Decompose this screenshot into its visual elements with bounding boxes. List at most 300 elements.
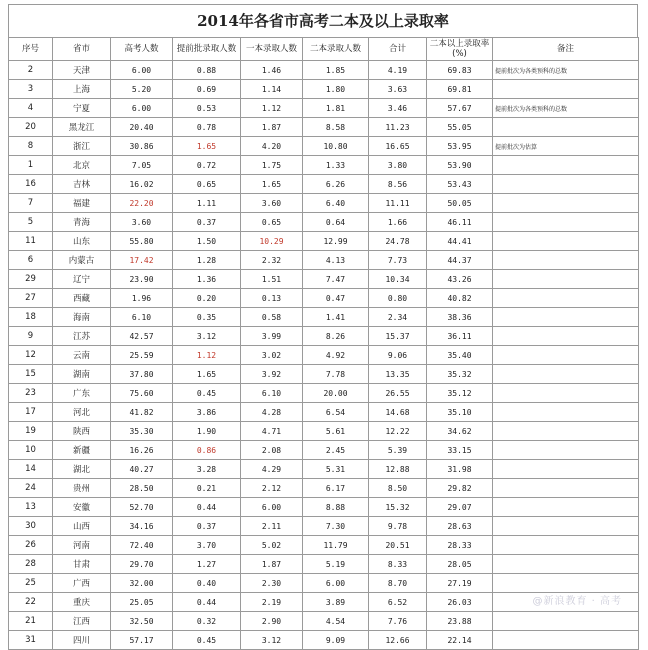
table-cell: 55.80 bbox=[111, 232, 173, 251]
table-cell: 12.22 bbox=[369, 422, 427, 441]
table-cell: 云南 bbox=[53, 346, 111, 365]
table-cell: 69.83 bbox=[427, 61, 493, 80]
table-row bbox=[9, 536, 639, 555]
table-cell: 6.00 bbox=[111, 99, 173, 118]
table-cell: 浙江 bbox=[53, 137, 111, 156]
table-cell: 27.19 bbox=[427, 574, 493, 593]
table-cell: 0.53 bbox=[173, 99, 241, 118]
table-cell: 1.33 bbox=[303, 156, 369, 175]
table-cell: 16.65 bbox=[369, 137, 427, 156]
table-cell: 3.92 bbox=[241, 365, 303, 384]
note-cell bbox=[493, 213, 639, 232]
table-cell: 44.37 bbox=[427, 251, 493, 270]
table-cell: 1.65 bbox=[241, 175, 303, 194]
table-cell: 16 bbox=[9, 175, 53, 194]
table-row bbox=[9, 422, 639, 441]
table-cell: 1.12 bbox=[241, 99, 303, 118]
table-cell: 1 bbox=[9, 156, 53, 175]
note-cell bbox=[493, 194, 639, 213]
table-cell: 1.46 bbox=[241, 61, 303, 80]
table-cell: 3.28 bbox=[173, 460, 241, 479]
table-cell: 安徽 bbox=[53, 498, 111, 517]
table-cell: 1.90 bbox=[173, 422, 241, 441]
table-cell: 3.12 bbox=[173, 327, 241, 346]
table-cell: 10 bbox=[9, 441, 53, 460]
table-cell: 9.09 bbox=[303, 631, 369, 650]
table-cell: 0.13 bbox=[241, 289, 303, 308]
table-cell: 1.96 bbox=[111, 289, 173, 308]
table-cell: 5 bbox=[9, 213, 53, 232]
table-row bbox=[9, 289, 639, 308]
table-cell: 10.80 bbox=[303, 137, 369, 156]
table-cell: 8.58 bbox=[303, 118, 369, 137]
table-cell: 9.06 bbox=[369, 346, 427, 365]
table-cell: 4.54 bbox=[303, 612, 369, 631]
table-cell: 3.02 bbox=[241, 346, 303, 365]
header-cell: 二本录取人数 bbox=[303, 38, 369, 61]
table-row bbox=[9, 118, 639, 137]
table-cell: 50.05 bbox=[427, 194, 493, 213]
note-cell bbox=[493, 365, 639, 384]
table-cell: 30.86 bbox=[111, 137, 173, 156]
table-cell: 广西 bbox=[53, 574, 111, 593]
table-row bbox=[9, 479, 639, 498]
note-cell bbox=[493, 270, 639, 289]
table-cell: 8.56 bbox=[369, 175, 427, 194]
table-cell: 黑龙江 bbox=[53, 118, 111, 137]
table-cell: 15 bbox=[9, 365, 53, 384]
table-cell: 7 bbox=[9, 194, 53, 213]
table-cell: 25 bbox=[9, 574, 53, 593]
table-cell: 重庆 bbox=[53, 593, 111, 612]
note-cell bbox=[493, 156, 639, 175]
table-cell: 8 bbox=[9, 137, 53, 156]
admission-rate-table bbox=[8, 37, 639, 650]
table-cell: 41.82 bbox=[111, 403, 173, 422]
table-cell: 6.00 bbox=[241, 498, 303, 517]
table-cell: 29.70 bbox=[111, 555, 173, 574]
table-cell: 11 bbox=[9, 232, 53, 251]
table-row bbox=[9, 137, 639, 156]
table-cell: 31.98 bbox=[427, 460, 493, 479]
table-cell: 2.11 bbox=[241, 517, 303, 536]
note-cell bbox=[493, 498, 639, 517]
table-cell: 35.30 bbox=[111, 422, 173, 441]
table-cell: 57.67 bbox=[427, 99, 493, 118]
table-cell: 35.10 bbox=[427, 403, 493, 422]
table-cell: 湖北 bbox=[53, 460, 111, 479]
note-cell bbox=[493, 517, 639, 536]
note-cell bbox=[493, 346, 639, 365]
header-cell: 合计 bbox=[369, 38, 427, 61]
table-cell: 40.82 bbox=[427, 289, 493, 308]
table-cell: 5.20 bbox=[111, 80, 173, 99]
table-cell: 55.05 bbox=[427, 118, 493, 137]
table-cell: 1.75 bbox=[241, 156, 303, 175]
table-cell: 0.88 bbox=[173, 61, 241, 80]
table-cell: 4.28 bbox=[241, 403, 303, 422]
table-cell: 26.03 bbox=[427, 593, 493, 612]
table-cell: 1.66 bbox=[369, 213, 427, 232]
table-row bbox=[9, 213, 639, 232]
table-cell: 2.19 bbox=[241, 593, 303, 612]
table-cell: 1.11 bbox=[173, 194, 241, 213]
table-cell: 4.92 bbox=[303, 346, 369, 365]
table-cell: 44.41 bbox=[427, 232, 493, 251]
table-cell: 1.14 bbox=[241, 80, 303, 99]
table-cell: 3.46 bbox=[369, 99, 427, 118]
table-cell: 广东 bbox=[53, 384, 111, 403]
table-cell: 1.85 bbox=[303, 61, 369, 80]
table-cell: 0.86 bbox=[173, 441, 241, 460]
table-cell: 辽宁 bbox=[53, 270, 111, 289]
table-cell: 1.12 bbox=[173, 346, 241, 365]
table-cell: 河北 bbox=[53, 403, 111, 422]
table-cell: 0.45 bbox=[173, 631, 241, 650]
table-cell: 0.40 bbox=[173, 574, 241, 593]
table-cell: 6.52 bbox=[369, 593, 427, 612]
note-cell bbox=[493, 612, 639, 631]
table-row bbox=[9, 308, 639, 327]
table-cell: 河南 bbox=[53, 536, 111, 555]
table-cell: 34.62 bbox=[427, 422, 493, 441]
note-cell bbox=[493, 479, 639, 498]
table-cell: 6.00 bbox=[303, 574, 369, 593]
sheet-title: 2014年各省市高考二本及以上录取率 bbox=[8, 4, 638, 37]
table-cell: 75.60 bbox=[111, 384, 173, 403]
table-cell: 24 bbox=[9, 479, 53, 498]
table-row bbox=[9, 194, 639, 213]
table-cell: 2.32 bbox=[241, 251, 303, 270]
table-cell: 0.44 bbox=[173, 498, 241, 517]
table-cell: 22.20 bbox=[111, 194, 173, 213]
table-cell: 34.16 bbox=[111, 517, 173, 536]
spreadsheet bbox=[8, 4, 638, 650]
table-cell: 青海 bbox=[53, 213, 111, 232]
table-cell: 12 bbox=[9, 346, 53, 365]
table-cell: 8.26 bbox=[303, 327, 369, 346]
table-cell: 6.00 bbox=[111, 61, 173, 80]
table-cell: 8.33 bbox=[369, 555, 427, 574]
table-cell: 11.23 bbox=[369, 118, 427, 137]
table-row bbox=[9, 384, 639, 403]
note-cell: 提前批次为估算 bbox=[493, 137, 639, 156]
table-cell: 3.99 bbox=[241, 327, 303, 346]
table-cell: 0.72 bbox=[173, 156, 241, 175]
table-cell: 3.70 bbox=[173, 536, 241, 555]
table-cell: 12.99 bbox=[303, 232, 369, 251]
table-row bbox=[9, 270, 639, 289]
table-row bbox=[9, 80, 639, 99]
table-cell: 35.40 bbox=[427, 346, 493, 365]
table-cell: 17 bbox=[9, 403, 53, 422]
note-cell bbox=[493, 441, 639, 460]
table-cell: 0.64 bbox=[303, 213, 369, 232]
table-cell: 8.50 bbox=[369, 479, 427, 498]
table-row bbox=[9, 327, 639, 346]
table-cell: 29.82 bbox=[427, 479, 493, 498]
table-cell: 4.29 bbox=[241, 460, 303, 479]
table-cell: 22.14 bbox=[427, 631, 493, 650]
table-cell: 9.78 bbox=[369, 517, 427, 536]
table-cell: 10.34 bbox=[369, 270, 427, 289]
header-cell: 一本录取人数 bbox=[241, 38, 303, 61]
table-cell: 宁夏 bbox=[53, 99, 111, 118]
table-cell: 5.31 bbox=[303, 460, 369, 479]
table-cell: 72.40 bbox=[111, 536, 173, 555]
table-cell: 1.65 bbox=[173, 137, 241, 156]
table-cell: 16.02 bbox=[111, 175, 173, 194]
table-cell: 3.60 bbox=[111, 213, 173, 232]
table-cell: 3.89 bbox=[303, 593, 369, 612]
table-cell: 0.21 bbox=[173, 479, 241, 498]
table-cell: 3.80 bbox=[369, 156, 427, 175]
table-cell: 7.76 bbox=[369, 612, 427, 631]
table-cell: 2.45 bbox=[303, 441, 369, 460]
table-row bbox=[9, 517, 639, 536]
table-row bbox=[9, 403, 639, 422]
note-cell bbox=[493, 327, 639, 346]
table-cell: 25.05 bbox=[111, 593, 173, 612]
table-cell: 1.65 bbox=[173, 365, 241, 384]
table-cell: 1.80 bbox=[303, 80, 369, 99]
note-cell bbox=[493, 574, 639, 593]
table-cell: 25.59 bbox=[111, 346, 173, 365]
table-cell: 15.32 bbox=[369, 498, 427, 517]
table-cell: 17.42 bbox=[111, 251, 173, 270]
note-cell: 提前批次为各类预科的总数 bbox=[493, 99, 639, 118]
table-cell: 14.68 bbox=[369, 403, 427, 422]
note-cell bbox=[493, 536, 639, 555]
table-cell: 35.12 bbox=[427, 384, 493, 403]
table-cell: 20 bbox=[9, 118, 53, 137]
table-cell: 吉林 bbox=[53, 175, 111, 194]
table-cell: 43.26 bbox=[427, 270, 493, 289]
table-cell: 2.90 bbox=[241, 612, 303, 631]
table-cell: 15.37 bbox=[369, 327, 427, 346]
table-cell: 1.28 bbox=[173, 251, 241, 270]
table-cell: 0.58 bbox=[241, 308, 303, 327]
table-cell: 8.70 bbox=[369, 574, 427, 593]
note-cell bbox=[493, 175, 639, 194]
table-cell: 19 bbox=[9, 422, 53, 441]
table-cell: 31 bbox=[9, 631, 53, 650]
table-cell: 2.08 bbox=[241, 441, 303, 460]
table-cell: 46.11 bbox=[427, 213, 493, 232]
table-cell: 69.81 bbox=[427, 80, 493, 99]
table-cell: 1.27 bbox=[173, 555, 241, 574]
table-cell: 2 bbox=[9, 61, 53, 80]
note-cell bbox=[493, 631, 639, 650]
table-cell: 山西 bbox=[53, 517, 111, 536]
header-row bbox=[9, 38, 639, 61]
note-cell bbox=[493, 289, 639, 308]
table-cell: 4.19 bbox=[369, 61, 427, 80]
table-cell: 5.02 bbox=[241, 536, 303, 555]
table-cell: 53.43 bbox=[427, 175, 493, 194]
header-cell: 高考人数 bbox=[111, 38, 173, 61]
table-row bbox=[9, 612, 639, 631]
table-row bbox=[9, 156, 639, 175]
note-cell bbox=[493, 555, 639, 574]
note-cell bbox=[493, 460, 639, 479]
table-cell: 0.37 bbox=[173, 213, 241, 232]
table-cell: 40.27 bbox=[111, 460, 173, 479]
table-cell: 1.81 bbox=[303, 99, 369, 118]
table-cell: 1.36 bbox=[173, 270, 241, 289]
table-cell: 6.40 bbox=[303, 194, 369, 213]
table-cell: 7.78 bbox=[303, 365, 369, 384]
table-cell: 3.63 bbox=[369, 80, 427, 99]
note-cell bbox=[493, 232, 639, 251]
note-cell bbox=[493, 118, 639, 137]
table-cell: 28 bbox=[9, 555, 53, 574]
table-cell: 14 bbox=[9, 460, 53, 479]
table-cell: 江苏 bbox=[53, 327, 111, 346]
table-row bbox=[9, 232, 639, 251]
table-cell: 28.33 bbox=[427, 536, 493, 555]
table-cell: 0.45 bbox=[173, 384, 241, 403]
table-cell: 9 bbox=[9, 327, 53, 346]
table-cell: 18 bbox=[9, 308, 53, 327]
table-cell: 10.29 bbox=[241, 232, 303, 251]
table-cell: 6.10 bbox=[111, 308, 173, 327]
table-cell: 0.69 bbox=[173, 80, 241, 99]
table-cell: 11.11 bbox=[369, 194, 427, 213]
table-cell: 38.36 bbox=[427, 308, 493, 327]
table-cell: 53.95 bbox=[427, 137, 493, 156]
note-cell: 提前批次为各类预科的总数 bbox=[493, 61, 639, 80]
table-cell: 0.37 bbox=[173, 517, 241, 536]
table-row bbox=[9, 251, 639, 270]
table-cell: 36.11 bbox=[427, 327, 493, 346]
table-cell: 山东 bbox=[53, 232, 111, 251]
table-cell: 新疆 bbox=[53, 441, 111, 460]
table-cell: 3.60 bbox=[241, 194, 303, 213]
table-cell: 西藏 bbox=[53, 289, 111, 308]
table-cell: 海南 bbox=[53, 308, 111, 327]
table-cell: 0.35 bbox=[173, 308, 241, 327]
table-cell: 0.44 bbox=[173, 593, 241, 612]
table-cell: 福建 bbox=[53, 194, 111, 213]
table-cell: 35.32 bbox=[427, 365, 493, 384]
table-row bbox=[9, 346, 639, 365]
table-cell: 12.66 bbox=[369, 631, 427, 650]
note-cell bbox=[493, 251, 639, 270]
table-row bbox=[9, 175, 639, 194]
table-cell: 北京 bbox=[53, 156, 111, 175]
table-cell: 江西 bbox=[53, 612, 111, 631]
table-cell: 20.00 bbox=[303, 384, 369, 403]
table-cell: 28.63 bbox=[427, 517, 493, 536]
table-cell: 3.86 bbox=[173, 403, 241, 422]
table-cell: 0.47 bbox=[303, 289, 369, 308]
table-cell: 13.35 bbox=[369, 365, 427, 384]
table-cell: 21 bbox=[9, 612, 53, 631]
table-cell: 0.80 bbox=[369, 289, 427, 308]
table-cell: 1.41 bbox=[303, 308, 369, 327]
table-cell: 2.12 bbox=[241, 479, 303, 498]
table-cell: 30 bbox=[9, 517, 53, 536]
table-cell: 四川 bbox=[53, 631, 111, 650]
table-cell: 天津 bbox=[53, 61, 111, 80]
table-cell: 29.07 bbox=[427, 498, 493, 517]
table-cell: 7.05 bbox=[111, 156, 173, 175]
table-cell: 26.55 bbox=[369, 384, 427, 403]
table-cell: 20.40 bbox=[111, 118, 173, 137]
table-cell: 贵州 bbox=[53, 479, 111, 498]
table-cell: 7.30 bbox=[303, 517, 369, 536]
table-cell: 1.87 bbox=[241, 555, 303, 574]
table-cell: 8.88 bbox=[303, 498, 369, 517]
table-cell: 6.17 bbox=[303, 479, 369, 498]
table-cell: 23.90 bbox=[111, 270, 173, 289]
note-cell bbox=[493, 80, 639, 99]
table-cell: 0.20 bbox=[173, 289, 241, 308]
table-cell: 33.15 bbox=[427, 441, 493, 460]
table-cell: 6 bbox=[9, 251, 53, 270]
table-cell: 32.00 bbox=[111, 574, 173, 593]
table-cell: 23 bbox=[9, 384, 53, 403]
table-cell: 6.54 bbox=[303, 403, 369, 422]
table-cell: 甘肃 bbox=[53, 555, 111, 574]
table-cell: 52.70 bbox=[111, 498, 173, 517]
table-cell: 上海 bbox=[53, 80, 111, 99]
table-cell: 5.39 bbox=[369, 441, 427, 460]
table-cell: 37.80 bbox=[111, 365, 173, 384]
table-cell: 27 bbox=[9, 289, 53, 308]
table-cell: 5.19 bbox=[303, 555, 369, 574]
table-cell: 2.34 bbox=[369, 308, 427, 327]
table-cell: 6.10 bbox=[241, 384, 303, 403]
table-row bbox=[9, 631, 639, 650]
table-cell: 24.78 bbox=[369, 232, 427, 251]
table-cell: 5.61 bbox=[303, 422, 369, 441]
table-cell: 29 bbox=[9, 270, 53, 289]
table-cell: 20.51 bbox=[369, 536, 427, 555]
table-cell: 0.32 bbox=[173, 612, 241, 631]
table-row bbox=[9, 441, 639, 460]
table-cell: 22 bbox=[9, 593, 53, 612]
note-cell bbox=[493, 384, 639, 403]
table-row bbox=[9, 460, 639, 479]
table-cell: 0.65 bbox=[173, 175, 241, 194]
watermark: @新浪教育 · 高考 bbox=[532, 596, 622, 607]
table-cell: 0.65 bbox=[241, 213, 303, 232]
table-cell: 3.12 bbox=[241, 631, 303, 650]
table-cell: 26 bbox=[9, 536, 53, 555]
table-cell: 1.51 bbox=[241, 270, 303, 289]
table-cell: 57.17 bbox=[111, 631, 173, 650]
table-row bbox=[9, 555, 639, 574]
table-cell: 32.50 bbox=[111, 612, 173, 631]
table-cell: 2.30 bbox=[241, 574, 303, 593]
table-cell: 7.73 bbox=[369, 251, 427, 270]
header-cell: 提前批录取人数 bbox=[173, 38, 241, 61]
table-cell: 13 bbox=[9, 498, 53, 517]
table-cell: 7.47 bbox=[303, 270, 369, 289]
table-cell: 0.78 bbox=[173, 118, 241, 137]
table-cell: 6.26 bbox=[303, 175, 369, 194]
table-cell: 53.90 bbox=[427, 156, 493, 175]
table-cell: 28.50 bbox=[111, 479, 173, 498]
table-cell: 16.26 bbox=[111, 441, 173, 460]
table-cell: 4 bbox=[9, 99, 53, 118]
table-cell: 4.71 bbox=[241, 422, 303, 441]
table-cell: 1.50 bbox=[173, 232, 241, 251]
table-cell: 42.57 bbox=[111, 327, 173, 346]
table-cell: 湖南 bbox=[53, 365, 111, 384]
